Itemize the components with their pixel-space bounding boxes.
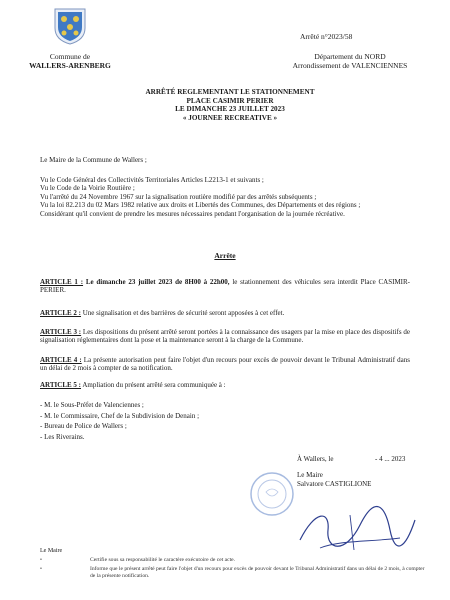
article-label: ARTICLE 2 : bbox=[40, 309, 81, 317]
article-label: ARTICLE 3 : bbox=[40, 328, 82, 336]
article-2 bbox=[40, 309, 410, 317]
signature-role: Le Maire bbox=[297, 471, 323, 479]
document-title bbox=[40, 88, 420, 122]
article-text: La présente autorisation peut faire l'objet d'un recours pour excès de pouvoir devant le Tribunal Administratif dans un délai de 2 mois à compter de sa notification. bbox=[40, 356, 410, 373]
bullet: • bbox=[40, 566, 42, 572]
commune-label: Commune de bbox=[49, 52, 91, 61]
considerant: Vu la loi 82.213 du 02 Mars 1982 relative aux droits et Libertés des Communes, des Départements et des régions ; bbox=[40, 201, 361, 210]
handwritten-signature-icon bbox=[290, 500, 420, 565]
article-5 bbox=[40, 381, 410, 389]
article-text: Ampliation du présent arrêté sera communiquée à : bbox=[82, 381, 226, 389]
arrete-number: Arrêté n°2023/58 bbox=[300, 32, 353, 41]
title-line: PLACE CASIMIR PERIER bbox=[186, 96, 274, 105]
footer-note: Certifie sous sa responsabilité le caractère exécutoire de cet acte. bbox=[90, 557, 236, 563]
distribution-item: - Bureau de Police de Wallers ; bbox=[40, 422, 127, 430]
distribution-item: - M. le Sous-Préfet de Valenciennes ; bbox=[40, 401, 144, 409]
municipal-crest-icon bbox=[50, 6, 90, 46]
article-label: ARTICLE 4 : bbox=[40, 356, 82, 364]
signature-place: À Wallers, le bbox=[297, 455, 334, 463]
bullet: • bbox=[40, 557, 42, 563]
considerant: Vu le Code de la Voirie Routière ; bbox=[40, 184, 135, 193]
article-1 bbox=[40, 278, 410, 295]
commune-name: WALLERS-ARENBERG bbox=[29, 61, 111, 70]
considerants bbox=[40, 176, 410, 218]
article-label: ARTICLE 5 : bbox=[40, 381, 81, 389]
article-label: ARTICLE 1 : bbox=[40, 278, 84, 286]
signature-name: Salvatore CASTIGLIONE bbox=[297, 480, 372, 488]
intro-line: Le Maire de la Commune de Wallers ; bbox=[40, 156, 147, 164]
considerant: Considérant qu'il convient de prendre les mesures nécessaires pendant l'organisation de la journée récréative. bbox=[40, 209, 345, 218]
considerant: Vu le Code Général des Collectivités Territoriales Articles L2213-1 et suivants ; bbox=[40, 176, 264, 184]
considerant: Vu l'arrêté du 24 Novembre 1967 sur la signalisation routière modifié par des arrêtés subséquents ; bbox=[40, 192, 317, 201]
arrondissement: Arrondissement de VALENCIENNES bbox=[292, 61, 408, 70]
departement: Département du NORD bbox=[314, 52, 386, 61]
arrete-heading: Arrête bbox=[214, 251, 236, 260]
article-emphasis: Le dimanche 23 juillet 2023 de 8H00 à 22h00, bbox=[85, 278, 230, 286]
title-line: ARRÊTÉ REGLEMENTANT LE STATIONNEMENT bbox=[145, 88, 315, 96]
article-text: Les dispositions du présent arrêté seront portées à la connaissance des usagers par la mise en place des dispositifs de signalisation réglementaires dont la pose et la maintenance seront à la charge de la Commune. bbox=[40, 328, 411, 345]
footer-maire-label: Le Maire bbox=[40, 548, 63, 554]
official-stamp-icon bbox=[248, 470, 296, 518]
distribution-list bbox=[40, 400, 340, 442]
article-text: le stationnement des véhicules sera interdit Place CASIMIR-PERIER. bbox=[40, 278, 411, 295]
title-line: « JOURNEE RECREATIVE » bbox=[182, 113, 278, 122]
distribution-item: - M. le Commissaire, Chef de la Subdivision de Denain ; bbox=[40, 411, 200, 420]
title-line: LE DIMANCHE 23 JUILLET 2023 bbox=[175, 105, 285, 114]
footer-note: Informe que le présent arrêté peut faire l'objet d'un recours pour excès de pouvoir devant le Tribunal Administratif dans un délai de 2 mois, à compter de la présente notification. bbox=[90, 566, 425, 579]
article-text: Une signalisation et des barrières de sécurité seront apposées à cet effet. bbox=[82, 309, 285, 317]
article-4 bbox=[40, 356, 410, 373]
signature-date: - 4 ... 2023 bbox=[375, 455, 406, 463]
article-3 bbox=[40, 328, 410, 345]
distribution-item: - Les Riverains. bbox=[40, 432, 85, 441]
